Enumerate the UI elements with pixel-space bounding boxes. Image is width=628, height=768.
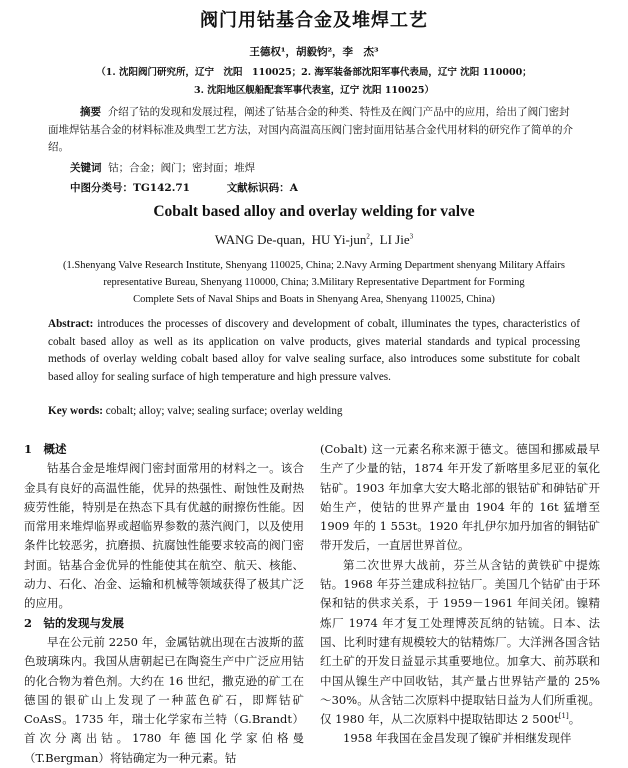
clc-label: 中图分类号： [70, 182, 133, 194]
keywords-en-label: Key words: [48, 405, 103, 417]
keywords-en-text: cobalt; alloy; valve; sealing surface; overlay welding [105, 405, 343, 417]
clc-value: TG142.71 [133, 182, 190, 194]
body-column-right [320, 440, 600, 749]
affiliation-en-line-3: Complete Sets of Naval Ships and Boats in Shenyang Area, Shenyang 110025, China) [133, 294, 495, 305]
author-2: HU Yi-jun [311, 232, 367, 247]
paragraph-discovery: 早在公元前 2250 年，金属钴就出现在古波斯的蓝色玻璃珠内。我国从唐朝起已在陶瓷生产中广泛应用钴的化合物为着色剂。大约在 16 世纪，撒克逊的矿工在德国的银矿山上发现了一种蓝色矿石，即辉钴矿 CoAsS。1735 年，瑞士化学家布兰特（G.Brandt）首次分离出钴。1780 年德国化学家伯格曼（T.Bergman）将钴确定为一种元素。钴 [24, 634, 304, 765]
author-3-sup: 3 [409, 232, 414, 241]
section-heading-2: 2 钴的发现与发展 [24, 615, 125, 630]
paragraph-overview: 钴基合金是堆焊阀门密封面常用的材料之一。该合金具有良好的高温性能，优异的热强性、耐蚀性及耐热疲劳性能，特别是在热态下具有优越的耐擦伤性能。因而常用来堆焊临界或超临界参数的蒸汽阀门，以及使用条件比较恶劣，抗磨损、抗腐蚀性能要求较高的阀门密封面。钴基合金优异的性能使其在航空、航天、核能、动力、石化、冶金、运输和机械等领域获得了极其广泛的应用。 [24, 461, 304, 611]
classification-line [70, 180, 298, 195]
abstract-cn-label: 摘要 [80, 106, 101, 118]
body-column-left [24, 440, 304, 768]
doc-code-value: A [289, 182, 298, 194]
abstract-en [48, 316, 580, 386]
authors-cn: 王德权¹，胡毅钧²，李 杰³ [249, 46, 379, 58]
paragraph-cobalt-name: (Cobalt) 这一元素名称来源于德文。德国和挪威最早生产了少量的钴，1874 年开发了新喀里多尼亚的氧化钴矿。1903 年加拿大安大略北部的银钴矿和砷钴矿开始生产，使钴的世界产量由 1904 年的 16t 猛增至 1909 年的 1 553t。1920 年扎伊尔加丹加省的铜钴矿带开发后，一直居世界首位。 [320, 442, 600, 553]
paper-title-cn: 阀门用钴基合金及堆焊工艺 [200, 10, 428, 31]
abstract-en-text: introduces the processes of discovery and development of cobalt, illuminates the types, characteristics of cobalt based alloy as well as its application on valve products, gives material standards and typical processing methods of overlay welding cobalt based alloy for valve sealing surface, also introduces some substitute for cobalt based alloy for sealing surface of high temperature and high pressure valves. [48, 318, 580, 383]
doc-code-label: 文献标识码： [226, 182, 290, 194]
author-1: WANG De-quan, [214, 232, 306, 247]
affiliation-cn-line-1: （1. 沈阳阀门研究所，辽宁 沈阳 110025；2. 海军装备部沈阳军事代表局，辽宁 沈阳 110000； [96, 67, 532, 78]
paragraph-wwii: 第二次世界大战前，芬兰从含钴的黄铁矿中提炼钴。1968 年芬兰建成科拉钴厂。美国几个钴矿由于环保和钴的供求关系，于 1959－1961 年间关闭。镍精炼厂 1974 年才复工处理博茨瓦纳的钴锍。日本、法国、比利时建有规模较大的钴精炼厂。大洋洲各国含钴红土矿的开发日益显示其重要地位。加拿大、前苏联和中国从镍生产中回收钴，其产量占世界钴产量的 25%～30%。从含钴二次原料中提取钴日益为人们所重视。仅 1980 年，从二次原料中提取钴即达 2 500t[1]。 [320, 557, 600, 727]
keywords-cn-label: 关键词 [70, 162, 102, 174]
abstract-cn [48, 104, 580, 157]
abstract-en-label: Abstract: [48, 318, 94, 330]
affiliation-cn-line-2: 3. 沈阳地区舰船配套军事代表室，辽宁 沈阳 110025） [193, 85, 434, 96]
keywords-cn-text: 钴；合金；阀门；密封面；堆焊 [108, 162, 256, 174]
citation-ref: [1] [558, 712, 569, 721]
keywords-en [48, 405, 343, 417]
paragraph-1958: 1958 年我国在金昌发现了镍矿并相继发现伴 [343, 731, 572, 746]
author-3: LI Jie [379, 232, 410, 247]
paper-title-en: Cobalt based alloy and overlay welding for valve [153, 203, 475, 220]
abstract-cn-text: 介绍了钴的发现和发展过程，阐述了钴基合金的种类、特性及在阀门产品中的应用，给出了阀门密封面堆焊钴基合金的材料标准及典型工艺方法，对国内高温高压阀门密封面用钴基合金代用材料的研究作了简单的介绍。 [48, 106, 573, 153]
author-2-sup: 2 [366, 232, 370, 241]
section-heading-1: 1 概述 [24, 442, 67, 456]
keywords-cn [70, 160, 255, 175]
affiliation-en-line-2: representative Bureau, Shenyang 110000, China; 3.Military Representative Department for Forming [103, 277, 525, 288]
authors-en: WANG De-quan, HU Yi-jun$^2$, LI Jie$^3$ [214, 232, 414, 247]
affiliation-en-line-1: (1.Shenyang Valve Research Institute, Shenyang 110025, China; 2.Navy Arming Department shenyang Military Affairs [63, 260, 565, 271]
